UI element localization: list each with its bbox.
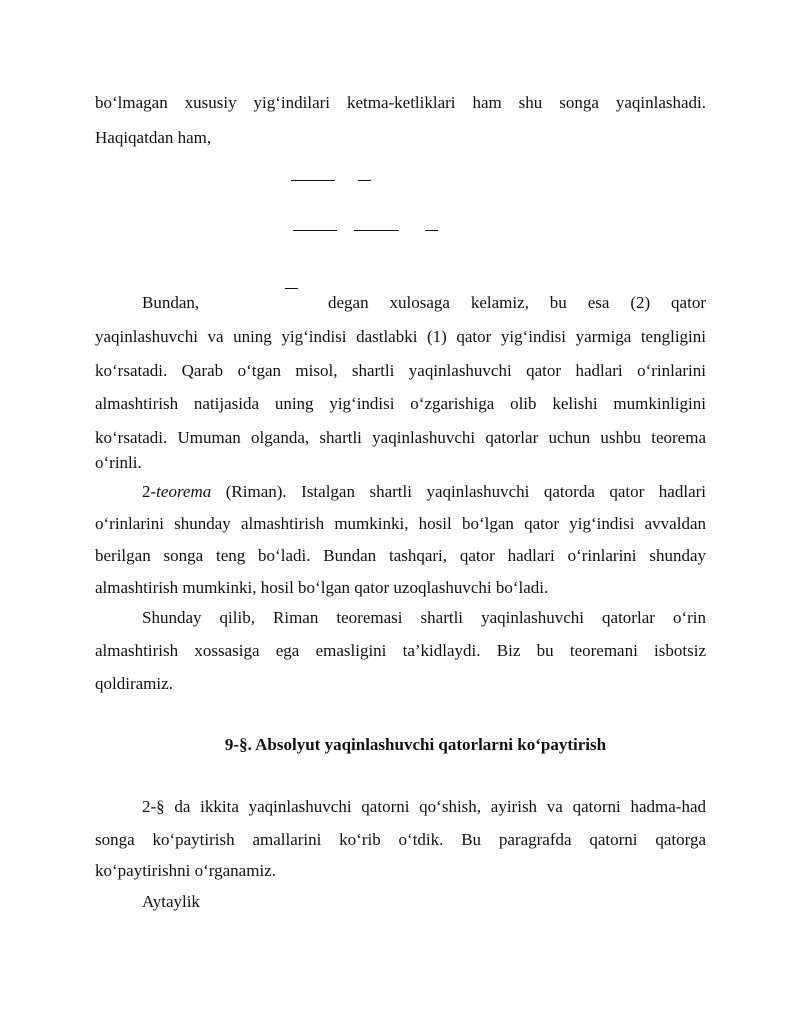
theorem-line: [142, 481, 706, 503]
paragraph-line: Aytaylik: [142, 892, 200, 911]
paragraph-line: Haqiqatdan ham,: [95, 128, 212, 147]
paragraph-line: ko‘paytirishni o‘rganamiz.: [95, 861, 276, 880]
paragraph-line: yaqinlashuvchi va uning yig‘indisi dastlabki (1) qator yig‘indisi yarmiga tengligini: [95, 327, 706, 346]
paragraph-line: qoldiramiz.: [95, 674, 173, 693]
paragraph-line: o‘rinlarini shunday almashtirish mumkinki, hosil bo‘lgan qator yig‘indisi avvaldan: [95, 514, 706, 533]
fraction-bar: [285, 288, 298, 289]
paragraph-line: Shunday qilib, Riman teoremasi shartli yaqinlashuvchi qatorlar o‘rin: [142, 608, 706, 627]
section-heading: 9-§. Absolyut yaqinlashuvchi qatorlarni ko‘paytirish: [224, 735, 607, 754]
paragraph-line: songa ko‘paytirish amallarini ko‘rib o‘tdik. Bu paragrafda qatorni qatorga: [95, 830, 706, 849]
theorem-number: 2-: [142, 482, 157, 501]
fraction-bar: [354, 230, 399, 231]
theorem-text: (Riman). Istalgan shartli yaqinlashuvchi qatorda qator hadlari: [211, 482, 706, 501]
fraction-bar: [291, 180, 335, 181]
paragraph-line: berilgan songa teng bo‘ladi. Bundan tashqari, qator hadlari o‘rinlarini shunday: [95, 546, 706, 565]
fraction-bar: [358, 180, 371, 181]
theorem-term: teorema: [156, 482, 212, 501]
paragraph-line: ko‘rsatadi. Umuman olganda, shartli yaqinlashuvchi qatorlar uchun ushbu teorema: [95, 428, 706, 447]
paragraph-text: degan xulosaga kelamiz, bu esa (2) qator: [328, 293, 706, 312]
paragraph-line: almashtirish natijasida uning yig‘indisi o‘zgarishiga olib kelishi mumkinligini: [95, 394, 706, 413]
paragraph-line: [142, 292, 706, 314]
paragraph-line: 2-§ da ikkita yaqinlashuvchi qatorni qo‘shish, ayirish va qatorni hadma-had: [142, 797, 706, 816]
paragraph-line: bo‘lmagan xususiy yig‘indilari ketma-ketliklari ham shu songa yaqinlashadi.: [95, 93, 706, 112]
paragraph-line: almashtirish xossasiga ega emasligini ta’kidlaydi. Biz bu teoremani isbotsiz: [95, 641, 706, 660]
paragraph-text: Bundan,: [142, 293, 200, 312]
paragraph-line: ko‘rsatadi. Qarab o‘tgan misol, shartli yaqinlashuvchi qator hadlari o‘rinlarini: [95, 361, 706, 380]
paragraph-line: almashtirish mumkinki, hosil bo‘lgan qator uzoqlashuvchi bo‘ladi.: [95, 578, 549, 597]
fraction-bar: [425, 230, 438, 231]
paragraph-line: o‘rinli.: [95, 453, 142, 472]
fraction-bar: [293, 230, 337, 231]
